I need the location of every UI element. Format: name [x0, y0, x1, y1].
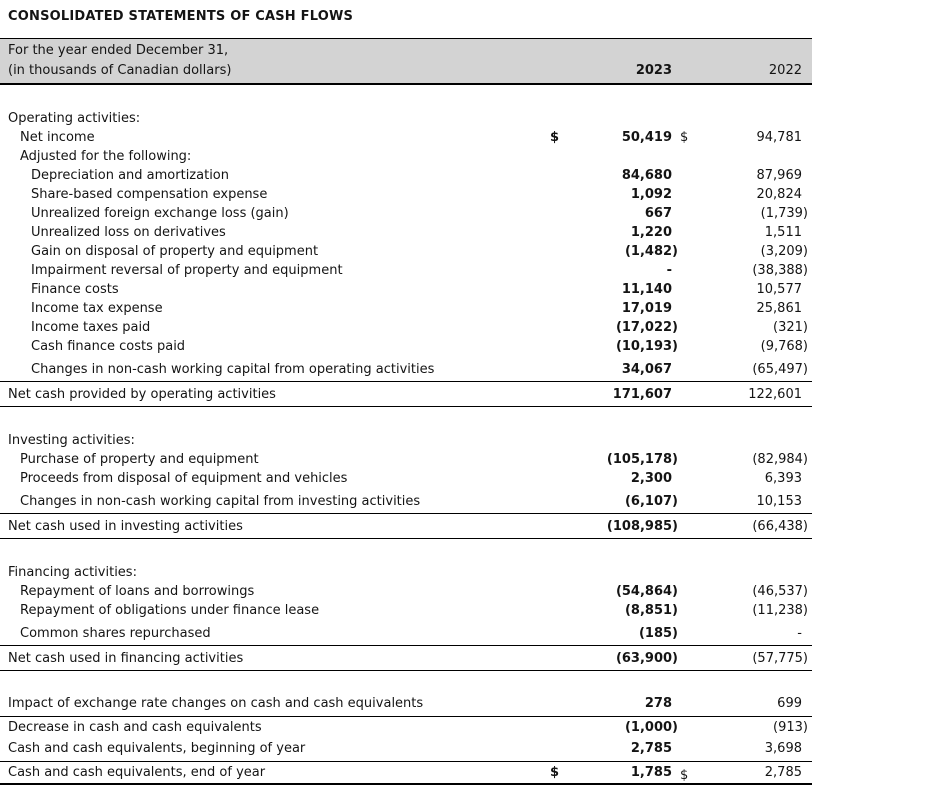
value-2023: 1,092: [630, 187, 672, 202]
row-label: Changes in non-cash working capital from investing activities: [20, 494, 421, 509]
currency-symbol-2023: [550, 582, 568, 601]
value-2022: 122,601: [748, 387, 802, 402]
value-2023: (63,900): [615, 651, 678, 666]
currency-symbol-2023: [550, 649, 568, 668]
row-label: Finance costs: [31, 282, 119, 297]
value-2022: 2,785: [764, 765, 802, 780]
value-2022: -: [797, 626, 802, 641]
currency-symbol-2023: [550, 299, 568, 318]
currency-symbol-2023: [550, 204, 568, 223]
row-label: Gain on disposal of property and equipment: [31, 244, 319, 259]
currency-symbol-2022: [680, 517, 698, 536]
currency-symbol-2022: [680, 147, 698, 166]
currency-symbol-2022: [680, 492, 698, 511]
value-2022: (46,537): [752, 584, 808, 599]
currency-symbol-2023: [550, 337, 568, 356]
currency-symbol-2023: [550, 450, 568, 469]
section-heading: Financing activities:: [8, 565, 137, 580]
header-spacer: [680, 61, 698, 81]
value-2023: (185): [638, 626, 678, 641]
table-row: [0, 185, 812, 204]
row-label: Unrealized loss on derivatives: [31, 225, 226, 240]
table-row: [0, 318, 812, 337]
table-row: [0, 762, 812, 785]
value-2023: 17,019: [621, 301, 672, 316]
value-2022: (913): [773, 720, 808, 735]
currency-symbol-2023: [550, 185, 568, 204]
row-label: Changes in non-cash working capital from operating activities: [31, 362, 435, 377]
row-label: Purchase of property and equipment: [20, 452, 259, 467]
value-2022: 699: [777, 696, 802, 711]
header-band: [0, 38, 812, 85]
currency-symbol-2022: [680, 360, 698, 379]
row-label: Income tax expense: [31, 301, 163, 316]
total-row: [0, 514, 812, 539]
table-row: [0, 450, 812, 469]
currency-symbol-2022: [680, 450, 698, 469]
currency-symbol-2023: [550, 601, 568, 620]
currency-symbol-2022: [680, 469, 698, 488]
statement-summary-rows: [0, 693, 812, 785]
row-label: Income taxes paid: [31, 320, 151, 335]
statement-table: [0, 38, 812, 785]
value-2023: 278: [644, 696, 672, 711]
currency-symbol-2023: $: [550, 765, 560, 780]
value-2023: (8,851): [624, 603, 678, 618]
row-label: Adjusted for the following:: [20, 149, 192, 164]
currency-symbol-2023: [550, 280, 568, 299]
row-label: Net cash provided by operating activities: [8, 387, 276, 402]
value-2023: 171,607: [612, 387, 672, 402]
statement-section: [0, 109, 812, 407]
row-label: Net cash used in financing activities: [8, 651, 244, 666]
value-2023: 11,140: [621, 282, 672, 297]
currency-symbol-2022: [680, 166, 698, 185]
value-2023: 1,785: [630, 765, 672, 780]
value-2023: (108,985): [606, 519, 678, 534]
value-2022: (65,497): [752, 362, 808, 377]
currency-symbol-2022: [680, 185, 698, 204]
value-2022: 3,698: [764, 741, 802, 756]
value-2023: 2,300: [630, 471, 672, 486]
currency-symbol-2022: [680, 204, 698, 223]
row-label: Unrealized foreign exchange loss (gain): [31, 206, 289, 221]
currency-symbol-2023: [550, 223, 568, 242]
value-2023: 1,220: [630, 225, 672, 240]
table-row: [0, 337, 812, 356]
currency-symbol-2022: [680, 299, 698, 318]
value-2022: [698, 147, 812, 166]
value-2023: (105,178): [606, 452, 678, 467]
value-2023: [568, 147, 680, 166]
value-2023: -: [666, 263, 672, 278]
row-label: Cash and cash equivalents, beginning of year: [8, 741, 306, 756]
table-row: [0, 601, 812, 620]
currency-symbol-2023: [550, 318, 568, 337]
currency-symbol-2023: [550, 166, 568, 185]
table-row: [0, 624, 812, 646]
currency-symbol-2022: $: [680, 130, 689, 145]
currency-symbol-2023: [550, 694, 568, 713]
year-2022-header: 2022: [768, 63, 802, 78]
currency-symbol-2022: [680, 649, 698, 668]
table-row: [0, 717, 812, 738]
currency-symbol-2023: [550, 147, 568, 166]
header-spacer: [550, 61, 568, 81]
row-label: Net cash used in investing activities: [8, 519, 243, 534]
row-label: Net income: [20, 130, 95, 145]
currency-symbol-2022: [680, 223, 698, 242]
row-label: Decrease in cash and cash equivalents: [8, 720, 262, 735]
value-2022: 87,969: [756, 168, 802, 183]
currency-symbol-2022: [680, 718, 698, 737]
table-row: [0, 128, 812, 147]
value-2022: (1,739): [760, 206, 808, 221]
table-row: [0, 280, 812, 299]
currency-symbol-2022: [680, 582, 698, 601]
value-2022: 6,393: [764, 471, 802, 486]
value-2022: 94,781: [756, 130, 802, 145]
value-2022: 25,861: [756, 301, 802, 316]
table-row: [0, 147, 812, 166]
value-2023: (10,193): [615, 339, 678, 354]
row-label: Cash and cash equivalents, end of year: [8, 765, 266, 780]
value-2023: 667: [644, 206, 672, 221]
value-2023: 84,680: [621, 168, 672, 183]
value-2023: (1,482): [624, 244, 678, 259]
currency-symbol-2023: [550, 242, 568, 261]
value-2022: (321): [773, 320, 808, 335]
page-title: CONSOLIDATED STATEMENTS OF CASH FLOWS: [8, 9, 354, 24]
table-row: [0, 582, 812, 601]
value-2022: (82,984): [752, 452, 808, 467]
value-2023: (1,000): [624, 720, 678, 735]
total-row: [0, 382, 812, 407]
section-heading: Operating activities:: [8, 111, 141, 126]
table-row: [0, 299, 812, 318]
value-2023: (6,107): [624, 494, 678, 509]
value-2023: 2,785: [630, 741, 672, 756]
currency-symbol-2023: [550, 718, 568, 737]
currency-symbol-2023: [550, 739, 568, 758]
value-2022: (11,238): [752, 603, 808, 618]
table-row: [0, 738, 812, 762]
table-row: [0, 492, 812, 514]
table-row: [0, 360, 812, 382]
value-2023: 50,419: [621, 130, 672, 145]
value-2022: (3,209): [760, 244, 808, 259]
statement-section: [0, 563, 812, 671]
currency-symbol-2022: [680, 385, 698, 404]
currency-symbol-2022: [680, 694, 698, 713]
table-row: [0, 261, 812, 280]
value-2022: 10,153: [756, 494, 802, 509]
section-heading: Investing activities:: [8, 433, 135, 448]
table-row: [0, 242, 812, 261]
units-label: (in thousands of Canadian dollars): [8, 63, 232, 78]
value-2022: 1,511: [764, 225, 802, 240]
row-label: Proceeds from disposal of equipment and vehicles: [20, 471, 348, 486]
row-label: Common shares repurchased: [20, 626, 211, 641]
year-2023-header: 2023: [635, 63, 672, 78]
statement-sections: [0, 109, 812, 671]
currency-symbol-2022: [680, 337, 698, 356]
statement-section: [0, 431, 812, 539]
currency-symbol-2023: [550, 360, 568, 379]
currency-symbol-2023: $: [550, 130, 560, 145]
value-2022: 20,824: [756, 187, 802, 202]
table-row: [0, 223, 812, 242]
table-row: [0, 693, 812, 717]
row-label: Share-based compensation expense: [31, 187, 268, 202]
value-2023: 34,067: [621, 362, 672, 377]
currency-symbol-2023: [550, 385, 568, 404]
currency-symbol-2022: [680, 739, 698, 758]
currency-symbol-2023: [550, 624, 568, 643]
value-2022: (9,768): [760, 339, 808, 354]
value-2022: (38,388): [752, 263, 808, 278]
row-label: Impact of exchange rate changes on cash and cash equivalents: [8, 696, 424, 711]
total-row: [0, 646, 812, 671]
currency-symbol-2022: [680, 318, 698, 337]
table-row: [0, 469, 812, 488]
currency-symbol-2022: [680, 242, 698, 261]
row-label: Cash finance costs paid: [31, 339, 186, 354]
row-label: Repayment of loans and borrowings: [20, 584, 255, 599]
row-label: Impairment reversal of property and equipment: [31, 263, 343, 278]
row-label: Depreciation and amortization: [31, 168, 229, 183]
currency-symbol-2022: $: [680, 768, 689, 783]
table-row: [0, 204, 812, 223]
row-label: Repayment of obligations under finance lease: [20, 603, 320, 618]
currency-symbol-2022: [680, 280, 698, 299]
value-2022: (66,438): [752, 519, 808, 534]
value-2023: (54,864): [615, 584, 678, 599]
currency-symbol-2023: [550, 469, 568, 488]
value-2023: (17,022): [615, 320, 678, 335]
currency-symbol-2023: [550, 492, 568, 511]
currency-symbol-2022: [680, 261, 698, 280]
currency-symbol-2022: [680, 624, 698, 643]
currency-symbol-2023: [550, 261, 568, 280]
value-2022: (57,775): [752, 651, 808, 666]
currency-symbol-2023: [550, 517, 568, 536]
table-row: [0, 166, 812, 185]
currency-symbol-2022: [680, 601, 698, 620]
value-2022: 10,577: [756, 282, 802, 297]
period-label: For the year ended December 31,: [8, 43, 229, 58]
